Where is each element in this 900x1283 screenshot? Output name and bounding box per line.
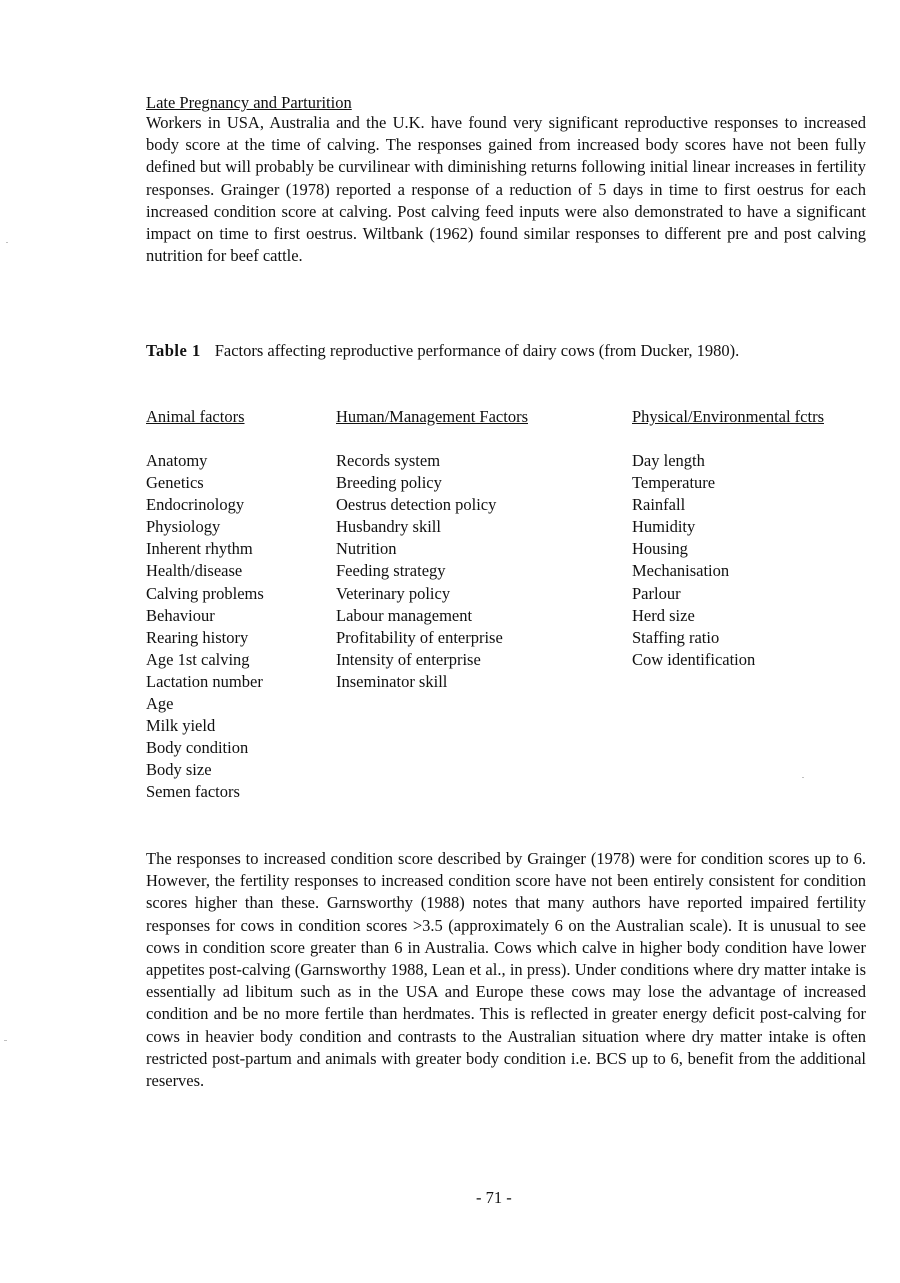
list-item: Age 1st calving <box>146 649 250 669</box>
list-item: Rearing history <box>146 627 249 647</box>
list-item: Husbandry skill <box>336 517 441 537</box>
list-item: Physiology <box>146 517 221 537</box>
list-item: Oestrus detection policy <box>336 495 497 515</box>
list-item: Humidity <box>632 517 696 537</box>
list-item: Staffing ratio <box>632 627 720 647</box>
paragraph-1: Workers in USA, Australia and the U.K. have found very significant reproductive responses to increased body score at the time of calving. The responses gained from increased body scores have not been fully defined but will probably be curvilinear with diminishing returns following initial linear increases in fertility responses. Grainger (1978) reported a response of a reduction of 5 days in time to first oestrus for each increased condition score at calving. Post calving feed inputs were also demonstrated to have a significant impact on time to first oestrus. Wiltbank (1962) found similar responses to different pre and post calving nutrition for beef cattle. <box>146 113 866 266</box>
list-item: Nutrition <box>336 539 397 559</box>
list-animal-factors <box>146 450 264 804</box>
scan-speck <box>6 242 8 243</box>
list-item: Calving problems <box>146 583 264 603</box>
list-item: Parlour <box>632 583 681 603</box>
list-item: Rainfall <box>632 495 686 515</box>
list-item: Semen factors <box>146 782 240 802</box>
list-item: Health/disease <box>146 561 243 581</box>
list-item: Breeding policy <box>336 473 442 493</box>
list-physical-environmental-factors <box>632 450 824 671</box>
column-header-human-management-factors: Human/Management Factors <box>336 407 528 426</box>
list-item: Lactation number <box>146 671 263 691</box>
list-item: Records system <box>336 451 441 470</box>
list-item: Body condition <box>146 738 249 758</box>
column-physical-environmental-factors <box>632 406 824 671</box>
list-human-management-factors <box>336 450 528 693</box>
list-item: Veterinary policy <box>336 583 451 603</box>
list-item: Intensity of enterprise <box>336 649 481 669</box>
table-caption-text: Factors affecting reproductive performance of dairy cows (from Ducker, 1980). <box>214 341 740 360</box>
table-caption <box>146 340 766 362</box>
list-item: Housing <box>632 539 688 559</box>
list-item: Body size <box>146 760 212 780</box>
list-item: Behaviour <box>146 605 215 625</box>
scan-speck <box>802 777 804 778</box>
list-item: Genetics <box>146 473 204 493</box>
list-item: Mechanisation <box>632 561 730 581</box>
list-item: Endocrinology <box>146 495 245 515</box>
list-item: Herd size <box>632 605 695 625</box>
column-header-animal-factors: Animal factors <box>146 407 245 426</box>
column-human-management-factors <box>336 406 528 693</box>
table-label: Table 1 <box>146 341 201 360</box>
list-item: Feeding strategy <box>336 561 446 581</box>
list-item: Labour management <box>336 605 473 625</box>
column-header-physical-environmental-factors: Physical/Environmental fctrs <box>632 407 824 426</box>
list-item: Milk yield <box>146 716 216 736</box>
list-item: Cow identification <box>632 649 756 669</box>
list-item: Temperature <box>632 473 716 493</box>
column-animal-factors <box>146 406 264 804</box>
list-item: Age <box>146 694 174 714</box>
scan-speck <box>4 1040 7 1041</box>
list-item: Inseminator skill <box>336 671 448 691</box>
page-number: - 71 - <box>476 1188 512 1207</box>
list-item: Profitability of enterprise <box>336 627 503 647</box>
list-item: Anatomy <box>146 451 208 470</box>
section-heading: Late Pregnancy and Parturition <box>146 93 352 112</box>
list-item: Day length <box>632 451 705 470</box>
list-item: Inherent rhythm <box>146 539 253 559</box>
paragraph-2: The responses to increased condition score described by Grainger (1978) were for condition scores up to 6. However, the fertility responses to increased condition score have not been entirely consistent for condition scores higher than these. Garnsworthy (1988) notes that many authors have reported impaired fertility responses for cows in condition scores >3.5 (approximately 6 on the Australian scale). It is unusual to see cows in condition score greater than 6 in Australia. Cows which calve in higher body condition have lower appetites post-calving (Garnsworthy 1988, Lean et al., in press). Under conditions where dry matter intake is essentially ad libitum such as in the USA and Europe these cows may lose the advantage of increased condition and be no more fertile than herdmates. This is reflected in greater energy deficit post-calving for cows in heavier body condition and contrasts to the Australian situation where dry matter intake is often restricted post-partum and animals with greater body condition i.e. BCS up to 6, benefit from the additional reserves. <box>146 849 866 1091</box>
